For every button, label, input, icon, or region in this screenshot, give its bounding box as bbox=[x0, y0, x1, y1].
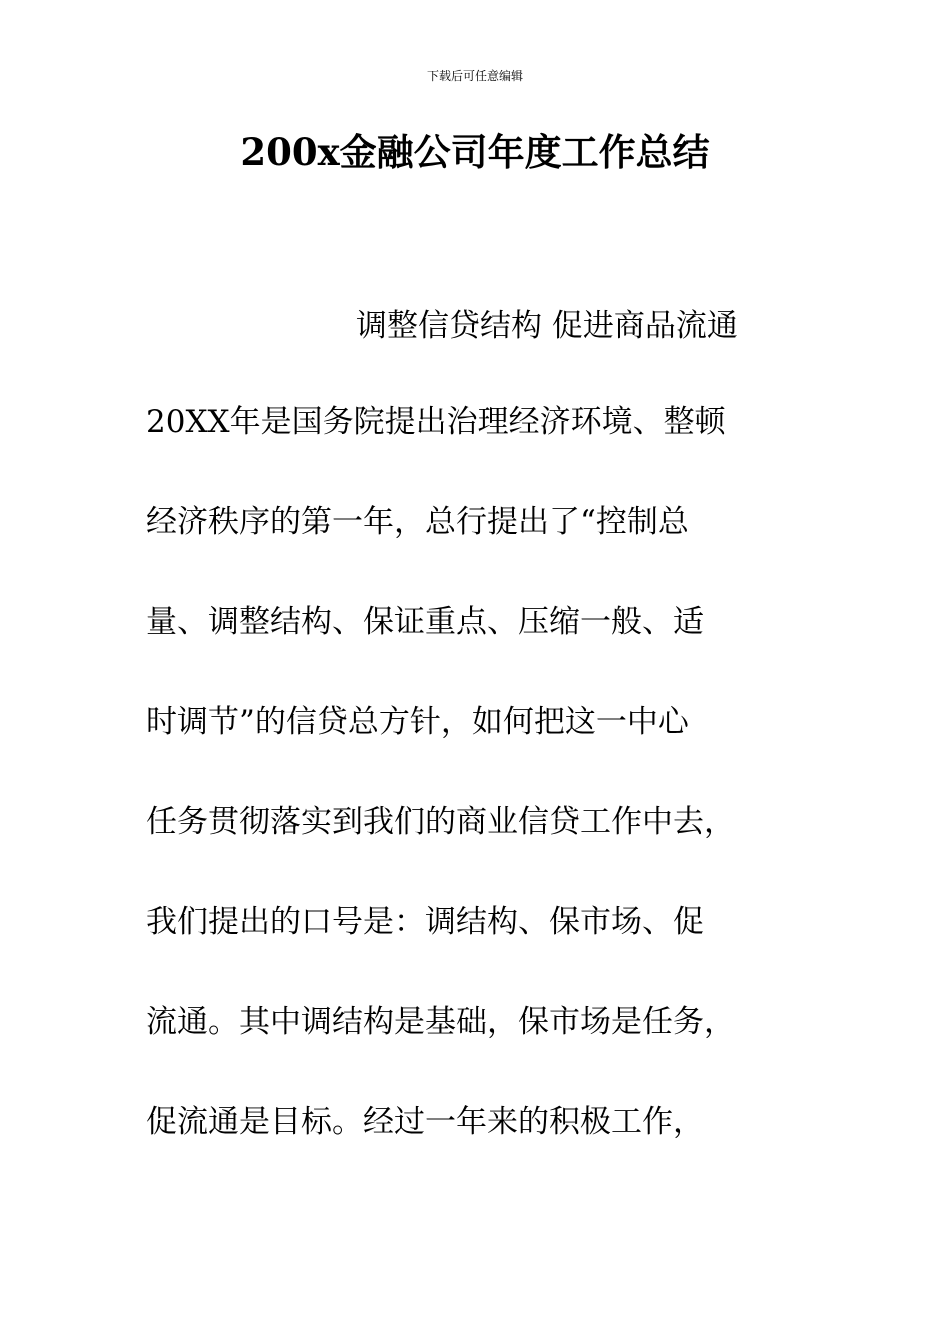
body-line-text: 我们提出的口号是：调结构、保市场、促 bbox=[146, 903, 704, 940]
body-line bbox=[146, 800, 735, 900]
body-line-text: 量、调整结构、保证重点、压缩一般、适 bbox=[146, 603, 704, 640]
body-line-text: 促流通是目标。经过一年来的积极工作， bbox=[146, 1103, 704, 1140]
body-line-text: 任务贯彻落实到我们的商业信贷工作中去， bbox=[146, 803, 735, 840]
header-note: 下载后可任意编辑 bbox=[426, 69, 523, 83]
body-line bbox=[146, 700, 735, 800]
body-line bbox=[146, 1100, 735, 1200]
body-line-text: 流通。其中调结构是基础，保市场是任务， bbox=[146, 1003, 735, 1040]
body-line bbox=[146, 900, 735, 1000]
body-line bbox=[146, 500, 735, 600]
body-line-text: 20XX年是国务院提出治理经济环境、整顿 bbox=[146, 403, 726, 440]
body-line bbox=[146, 400, 735, 500]
body-line bbox=[146, 1000, 735, 1100]
document-subtitle: 调整信贷结构 促进商品流通 bbox=[356, 308, 738, 344]
document-title: 200x金融公司年度工作总结 bbox=[240, 130, 710, 174]
body-text bbox=[146, 400, 735, 1200]
body-line-text: 时调节”的信贷总方针，如何把这一中心 bbox=[146, 703, 689, 740]
body-line-text: 经济秩序的第一年，总行提出了“控制总 bbox=[146, 503, 689, 540]
body-line bbox=[146, 600, 735, 700]
